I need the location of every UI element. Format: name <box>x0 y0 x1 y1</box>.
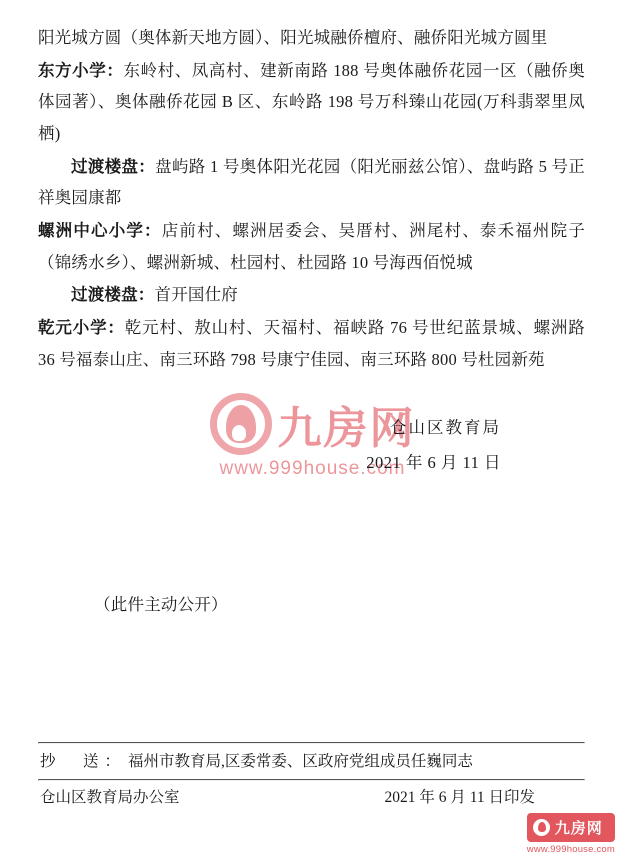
paragraph-qianyuan-school <box>38 312 585 375</box>
document-body <box>38 22 585 620</box>
paragraph-dongfang-transition <box>38 151 585 214</box>
document-footer <box>38 742 585 809</box>
cc-value: 福州市教育局,区委常委、区政府党组成员任巍同志 <box>128 752 473 770</box>
paragraph-dongfang-school <box>38 55 585 150</box>
print-date: 2021 年 6 月 11 日印发 <box>384 789 535 806</box>
school-scope-dongfang: 东岭村、凤高村、建新南路 188 号奥体融侨花园一区（融侨奥体园著）、奥体融侨花园 B 区、东岭路 198 号万科臻山花园(万科翡翠里凤栖) <box>38 60 586 144</box>
transition-scope-dongfang: 盘屿路 1 号奥体阳光花园（阳光丽兹公馆）、盘屿路 5 号正祥奥园康都 <box>38 156 586 208</box>
signature-date: 2021 年 6 月 11 日 <box>366 453 501 473</box>
paragraph-luozhou-transition <box>38 279 585 311</box>
signature-org: 仓山区教育局 <box>390 418 501 438</box>
footer-last-row <box>38 781 585 809</box>
cc-row <box>38 744 585 779</box>
paragraph-continuation: 阳光城方圆（奥体新天地方圆）、阳光城融侨檀府、融侨阳光城方圆里 <box>38 28 548 47</box>
watermark-name: 九房网 <box>277 404 416 453</box>
brand-pill <box>527 813 615 842</box>
issuing-office: 仓山区教育局办公室 <box>40 789 180 806</box>
public-disclosure-note: （此件主动公开） <box>94 594 228 614</box>
school-label-luozhou: 螺洲中心小学： <box>38 221 162 241</box>
signature-block <box>38 411 585 480</box>
watermark-url: www.999house.com <box>219 458 406 479</box>
school-label-qianyuan: 乾元小学： <box>38 318 125 338</box>
brand-name: 九房网 <box>554 821 603 837</box>
house-logo-icon-small <box>533 819 550 836</box>
transition-scope-luozhou: 首开国仕府 <box>154 285 238 305</box>
brand-url: www.999house.com <box>526 844 615 855</box>
transition-label-dongfang: 过渡楼盘： <box>71 156 156 176</box>
cc-label: 抄 送： <box>40 752 127 770</box>
school-scope-luozhou: 店前村、螺洲居委会、吴厝村、洲尾村、泰禾福州院子（锦绣水乡）、螺洲新城、杜园村、杜园路 10 号海西佰悦城 <box>38 221 585 272</box>
brand-badge <box>527 813 615 855</box>
school-label-dongfang: 东方小学： <box>38 60 124 80</box>
transition-label-luozhou: 过渡楼盘： <box>71 285 155 305</box>
school-scope-qianyuan: 乾元村、敖山村、天福村、福峡路 76 号世纪蓝景城、螺洲路 36 号福泰山庄、南三环路 798 号康宁佳园、南三环路 800 号杜园新苑 <box>38 318 585 369</box>
paragraph-luozhou-school <box>38 215 585 278</box>
